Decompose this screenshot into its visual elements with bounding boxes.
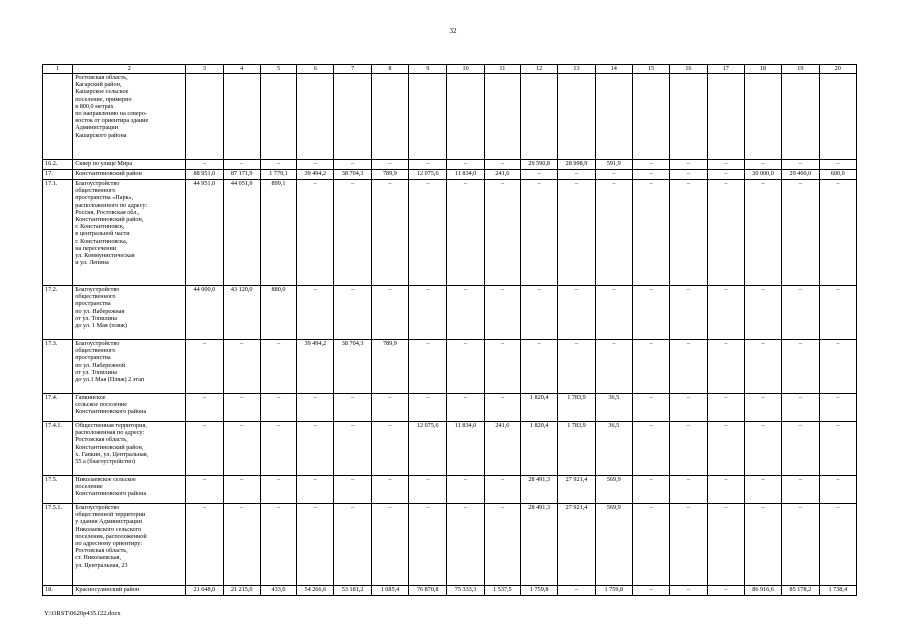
column-number-cell: 12 bbox=[521, 65, 558, 74]
column-number-cell: 17 bbox=[707, 65, 744, 74]
value-cell: – bbox=[447, 476, 484, 504]
value-cell: – bbox=[447, 160, 484, 170]
column-number-cell: 4 bbox=[223, 65, 260, 74]
table-row bbox=[43, 504, 857, 586]
value-cell: – bbox=[819, 340, 856, 394]
value-cell: – bbox=[707, 504, 744, 586]
value-cell: – bbox=[707, 160, 744, 170]
value-cell: – bbox=[186, 160, 223, 170]
value-cell: – bbox=[670, 340, 707, 394]
value-cell bbox=[558, 74, 595, 160]
value-cell: – bbox=[260, 394, 296, 422]
value-cell: – bbox=[819, 160, 856, 170]
value-cell: – bbox=[744, 340, 781, 394]
value-cell: – bbox=[334, 160, 371, 170]
value-cell: 53 181,2 bbox=[334, 586, 371, 596]
value-cell: 88 951,0 bbox=[186, 170, 223, 180]
value-cell: 44 951,0 bbox=[186, 180, 223, 286]
value-cell: – bbox=[371, 394, 408, 422]
value-cell: – bbox=[670, 586, 707, 596]
value-cell: 29 400,0 bbox=[782, 170, 819, 180]
value-cell: – bbox=[371, 180, 408, 286]
value-cell: – bbox=[782, 286, 819, 340]
value-cell: – bbox=[744, 180, 781, 286]
value-cell: 433,0 bbox=[260, 586, 296, 596]
row-name-cell: Общественная территория, расположенная по адресу: Ростовская область, Константиновский район, х. Гапкин, ул. Центральная, 55 а (благоустройство) bbox=[73, 422, 186, 476]
row-code-cell bbox=[43, 74, 73, 160]
table-body bbox=[43, 65, 857, 596]
value-cell bbox=[409, 74, 447, 160]
value-cell: – bbox=[297, 160, 334, 170]
value-cell: – bbox=[782, 160, 819, 170]
value-cell: – bbox=[707, 422, 744, 476]
value-cell: – bbox=[521, 170, 558, 180]
value-cell: – bbox=[632, 422, 669, 476]
value-cell: 54 266,6 bbox=[297, 586, 334, 596]
value-cell: 1 783,9 bbox=[558, 394, 595, 422]
value-cell: – bbox=[632, 476, 669, 504]
value-cell: 36,5 bbox=[595, 394, 632, 422]
value-cell: – bbox=[334, 180, 371, 286]
value-cell: 75 333,3 bbox=[447, 586, 484, 596]
value-cell bbox=[334, 74, 371, 160]
value-cell: – bbox=[782, 422, 819, 476]
value-cell: – bbox=[334, 504, 371, 586]
value-cell bbox=[484, 74, 520, 160]
value-cell: – bbox=[334, 286, 371, 340]
row-name-cell: Сквер по улице Мира bbox=[73, 160, 186, 170]
value-cell: – bbox=[632, 394, 669, 422]
row-code-cell: 17.5. bbox=[43, 476, 73, 504]
value-cell bbox=[782, 74, 819, 160]
value-cell: – bbox=[447, 340, 484, 394]
value-cell: 39 494,2 bbox=[297, 170, 334, 180]
value-cell: – bbox=[558, 180, 595, 286]
value-cell: 44 000,0 bbox=[186, 286, 223, 340]
value-cell: – bbox=[782, 476, 819, 504]
header-row bbox=[43, 65, 857, 74]
value-cell: 1 738,4 bbox=[819, 586, 856, 596]
row-name-cell: Гапкинское сельское поселение Константиновского района bbox=[73, 394, 186, 422]
value-cell: 1 820,4 bbox=[521, 422, 558, 476]
value-cell: – bbox=[782, 180, 819, 286]
value-cell bbox=[447, 74, 484, 160]
row-code-cell: 18. bbox=[43, 586, 73, 596]
row-name-cell: Благоустройство общественного пространства «Парк», расположенного по адресу: Россия, Ростовская обл., Константиновский район, г. Константиновск, в центральной части г. Константиновска, на пересечении ул. Коммунистическая и ул. Ленина bbox=[73, 180, 186, 286]
value-cell bbox=[260, 74, 296, 160]
value-cell: – bbox=[707, 180, 744, 286]
value-cell: 27 921,4 bbox=[558, 476, 595, 504]
file-path-footer: Y:\ORST\0620p435.f22.docx bbox=[44, 610, 121, 617]
value-cell: – bbox=[297, 422, 334, 476]
value-cell bbox=[297, 74, 334, 160]
value-cell: – bbox=[521, 286, 558, 340]
value-cell: – bbox=[447, 394, 484, 422]
row-name-cell: Константиновский район bbox=[73, 170, 186, 180]
column-number-cell: 1 bbox=[43, 65, 73, 74]
value-cell: – bbox=[744, 504, 781, 586]
value-cell: – bbox=[484, 476, 520, 504]
value-cell: – bbox=[223, 160, 260, 170]
value-cell bbox=[186, 74, 223, 160]
value-cell: – bbox=[260, 160, 296, 170]
column-number-cell: 8 bbox=[371, 65, 408, 74]
value-cell: – bbox=[223, 340, 260, 394]
column-number-cell: 13 bbox=[558, 65, 595, 74]
column-number-cell: 14 bbox=[595, 65, 632, 74]
value-cell: 27 921,4 bbox=[558, 504, 595, 586]
value-cell: – bbox=[782, 340, 819, 394]
value-cell: – bbox=[744, 422, 781, 476]
value-cell: – bbox=[707, 476, 744, 504]
row-code-cell: 17.4. bbox=[43, 394, 73, 422]
row-name-cell: Ростовская область, Кагарский район, Кашарское сельское поселение, примерно в 800,0 метрах по направлению на северо- восток от ориентира здание Администрации Кашарского района bbox=[73, 74, 186, 160]
value-cell: 1 759,8 bbox=[521, 586, 558, 596]
value-cell: – bbox=[632, 286, 669, 340]
table-row bbox=[43, 74, 857, 160]
value-cell: – bbox=[371, 422, 408, 476]
value-cell: 880,0 bbox=[260, 286, 296, 340]
value-cell: – bbox=[447, 504, 484, 586]
value-cell: – bbox=[409, 180, 447, 286]
row-code-cell: 17.4.1. bbox=[43, 422, 73, 476]
value-cell: – bbox=[409, 286, 447, 340]
value-cell: – bbox=[297, 394, 334, 422]
value-cell: 600,0 bbox=[819, 170, 856, 180]
column-number-cell: 5 bbox=[260, 65, 296, 74]
value-cell: – bbox=[371, 476, 408, 504]
value-cell: – bbox=[632, 504, 669, 586]
value-cell: – bbox=[632, 170, 669, 180]
column-number-cell: 10 bbox=[447, 65, 484, 74]
value-cell: 38 704,3 bbox=[334, 170, 371, 180]
value-cell: – bbox=[819, 286, 856, 340]
value-cell bbox=[371, 74, 408, 160]
value-cell: – bbox=[632, 340, 669, 394]
value-cell: – bbox=[819, 504, 856, 586]
value-cell bbox=[632, 74, 669, 160]
table-row bbox=[43, 160, 857, 170]
column-number-cell: 18 bbox=[744, 65, 781, 74]
value-cell: 789,9 bbox=[371, 340, 408, 394]
value-cell: – bbox=[186, 504, 223, 586]
value-cell: – bbox=[670, 170, 707, 180]
value-cell: 28 998,9 bbox=[558, 160, 595, 170]
value-cell: – bbox=[670, 286, 707, 340]
value-cell bbox=[744, 74, 781, 160]
value-cell: – bbox=[484, 180, 520, 286]
row-code-cell: 17.3. bbox=[43, 340, 73, 394]
value-cell: 899,1 bbox=[260, 180, 296, 286]
value-cell: – bbox=[744, 160, 781, 170]
value-cell bbox=[707, 74, 744, 160]
value-cell: – bbox=[223, 476, 260, 504]
row-name-cell: Благоустройство общественного пространства по ул. Набережная от ул. Топилина до ул. 1 Мая (пляж) bbox=[73, 286, 186, 340]
value-cell: 11 834,0 bbox=[447, 170, 484, 180]
value-cell: – bbox=[260, 504, 296, 586]
value-cell: – bbox=[707, 394, 744, 422]
column-number-cell: 11 bbox=[484, 65, 520, 74]
value-cell: – bbox=[371, 160, 408, 170]
value-cell: – bbox=[707, 586, 744, 596]
value-cell: 85 178,2 bbox=[782, 586, 819, 596]
value-cell: – bbox=[744, 476, 781, 504]
value-cell: – bbox=[260, 476, 296, 504]
table-row bbox=[43, 394, 857, 422]
value-cell: – bbox=[670, 160, 707, 170]
value-cell: – bbox=[297, 504, 334, 586]
value-cell: – bbox=[558, 340, 595, 394]
column-number-cell: 7 bbox=[334, 65, 371, 74]
value-cell: – bbox=[782, 504, 819, 586]
value-cell: 1 085,4 bbox=[371, 586, 408, 596]
value-cell: – bbox=[558, 586, 595, 596]
value-cell: – bbox=[484, 504, 520, 586]
value-cell: – bbox=[595, 286, 632, 340]
value-cell: – bbox=[334, 394, 371, 422]
value-cell: – bbox=[819, 394, 856, 422]
value-cell: – bbox=[521, 340, 558, 394]
value-cell: 86 916,6 bbox=[744, 586, 781, 596]
table-row bbox=[43, 170, 857, 180]
row-name-cell: Благоустройство общественной территории у здания Администрации Николаевского сельского поселения, расположенной по адресному ориентиру: Ростовская область, ст. Николаевская, ул. Центральная, 23 bbox=[73, 504, 186, 586]
value-cell: – bbox=[409, 160, 447, 170]
page-number: 32 bbox=[449, 27, 457, 35]
value-cell: – bbox=[558, 170, 595, 180]
value-cell: – bbox=[595, 170, 632, 180]
value-cell: 38 704,3 bbox=[334, 340, 371, 394]
column-number-cell: 9 bbox=[409, 65, 447, 74]
value-cell: – bbox=[595, 180, 632, 286]
column-number-cell: 3 bbox=[186, 65, 223, 74]
value-cell: – bbox=[334, 476, 371, 504]
value-cell: – bbox=[371, 504, 408, 586]
value-cell: – bbox=[371, 286, 408, 340]
value-cell: 1 783,9 bbox=[558, 422, 595, 476]
row-code-cell: 17.1. bbox=[43, 180, 73, 286]
value-cell: 1 820,4 bbox=[521, 394, 558, 422]
value-cell: – bbox=[484, 340, 520, 394]
value-cell: – bbox=[670, 422, 707, 476]
value-cell: 44 051,9 bbox=[223, 180, 260, 286]
value-cell: – bbox=[782, 394, 819, 422]
table-row bbox=[43, 586, 857, 596]
column-number-cell: 19 bbox=[782, 65, 819, 74]
value-cell: – bbox=[670, 504, 707, 586]
table-row bbox=[43, 422, 857, 476]
value-cell: 1 537,5 bbox=[484, 586, 520, 596]
value-cell bbox=[521, 74, 558, 160]
value-cell: 241,6 bbox=[484, 170, 520, 180]
value-cell: 12 075,6 bbox=[409, 170, 447, 180]
value-cell: 789,9 bbox=[371, 170, 408, 180]
value-cell: – bbox=[409, 476, 447, 504]
value-cell: 76 870,8 bbox=[409, 586, 447, 596]
value-cell: – bbox=[223, 422, 260, 476]
value-cell: – bbox=[670, 180, 707, 286]
table-row bbox=[43, 180, 857, 286]
value-cell: – bbox=[707, 340, 744, 394]
value-cell: – bbox=[186, 394, 223, 422]
value-cell: – bbox=[595, 340, 632, 394]
value-cell: – bbox=[260, 340, 296, 394]
value-cell: – bbox=[632, 180, 669, 286]
value-cell: 569,9 bbox=[595, 504, 632, 586]
value-cell: – bbox=[484, 286, 520, 340]
row-name-cell: Красносулинский район bbox=[73, 586, 186, 596]
value-cell: 43 120,0 bbox=[223, 286, 260, 340]
value-cell: 569,9 bbox=[595, 476, 632, 504]
value-cell: – bbox=[223, 504, 260, 586]
row-code-cell: 17. bbox=[43, 170, 73, 180]
value-cell: 28 491,3 bbox=[521, 504, 558, 586]
value-cell: – bbox=[744, 394, 781, 422]
value-cell: – bbox=[819, 180, 856, 286]
value-cell bbox=[223, 74, 260, 160]
value-cell: – bbox=[409, 394, 447, 422]
value-cell: 36,5 bbox=[595, 422, 632, 476]
value-cell: 21 215,0 bbox=[223, 586, 260, 596]
row-code-cell: 16.2. bbox=[43, 160, 73, 170]
value-cell: – bbox=[558, 286, 595, 340]
value-cell: – bbox=[632, 160, 669, 170]
row-code-cell: 17.2. bbox=[43, 286, 73, 340]
value-cell: 29 590,8 bbox=[521, 160, 558, 170]
value-cell: 28 491,3 bbox=[521, 476, 558, 504]
column-number-cell: 15 bbox=[632, 65, 669, 74]
value-cell: – bbox=[334, 422, 371, 476]
value-cell: – bbox=[260, 422, 296, 476]
value-cell bbox=[819, 74, 856, 160]
value-cell: – bbox=[409, 504, 447, 586]
value-cell: – bbox=[447, 286, 484, 340]
value-cell: – bbox=[819, 422, 856, 476]
value-cell: – bbox=[186, 422, 223, 476]
row-name-cell: Благоустройство общественного пространства по ул. Набережной от ул. Топилина до ул.1 Мая (Пляж) 2 этап bbox=[73, 340, 186, 394]
value-cell: 21 648,0 bbox=[186, 586, 223, 596]
budget-table bbox=[42, 64, 857, 596]
value-cell: 1 759,8 bbox=[595, 586, 632, 596]
row-name-cell: Николаевское сельское поселение Константиновского района bbox=[73, 476, 186, 504]
value-cell: 87 171,9 bbox=[223, 170, 260, 180]
value-cell: – bbox=[484, 160, 520, 170]
value-cell: 1 779,1 bbox=[260, 170, 296, 180]
value-cell: – bbox=[186, 476, 223, 504]
column-number-cell: 6 bbox=[297, 65, 334, 74]
value-cell: 30 000,0 bbox=[744, 170, 781, 180]
value-cell: 591,9 bbox=[595, 160, 632, 170]
value-cell: – bbox=[819, 476, 856, 504]
value-cell: 241,6 bbox=[484, 422, 520, 476]
value-cell: – bbox=[409, 340, 447, 394]
value-cell: – bbox=[223, 394, 260, 422]
column-number-cell: 20 bbox=[819, 65, 856, 74]
value-cell: – bbox=[632, 586, 669, 596]
value-cell: – bbox=[707, 286, 744, 340]
value-cell: – bbox=[521, 180, 558, 286]
value-cell: 39 494,2 bbox=[297, 340, 334, 394]
value-cell bbox=[670, 74, 707, 160]
value-cell: – bbox=[744, 286, 781, 340]
table-row bbox=[43, 286, 857, 340]
table-row bbox=[43, 476, 857, 504]
value-cell: 12 075,6 bbox=[409, 422, 447, 476]
value-cell: – bbox=[297, 286, 334, 340]
value-cell: 11 834,0 bbox=[447, 422, 484, 476]
value-cell: – bbox=[297, 476, 334, 504]
value-cell: – bbox=[447, 180, 484, 286]
value-cell: – bbox=[707, 170, 744, 180]
value-cell bbox=[595, 74, 632, 160]
value-cell: – bbox=[670, 394, 707, 422]
value-cell: – bbox=[484, 394, 520, 422]
column-number-cell: 2 bbox=[73, 65, 186, 74]
value-cell: – bbox=[186, 340, 223, 394]
table-row bbox=[43, 340, 857, 394]
row-code-cell: 17.5.1. bbox=[43, 504, 73, 586]
value-cell: – bbox=[297, 180, 334, 286]
column-number-cell: 16 bbox=[670, 65, 707, 74]
value-cell: – bbox=[670, 476, 707, 504]
